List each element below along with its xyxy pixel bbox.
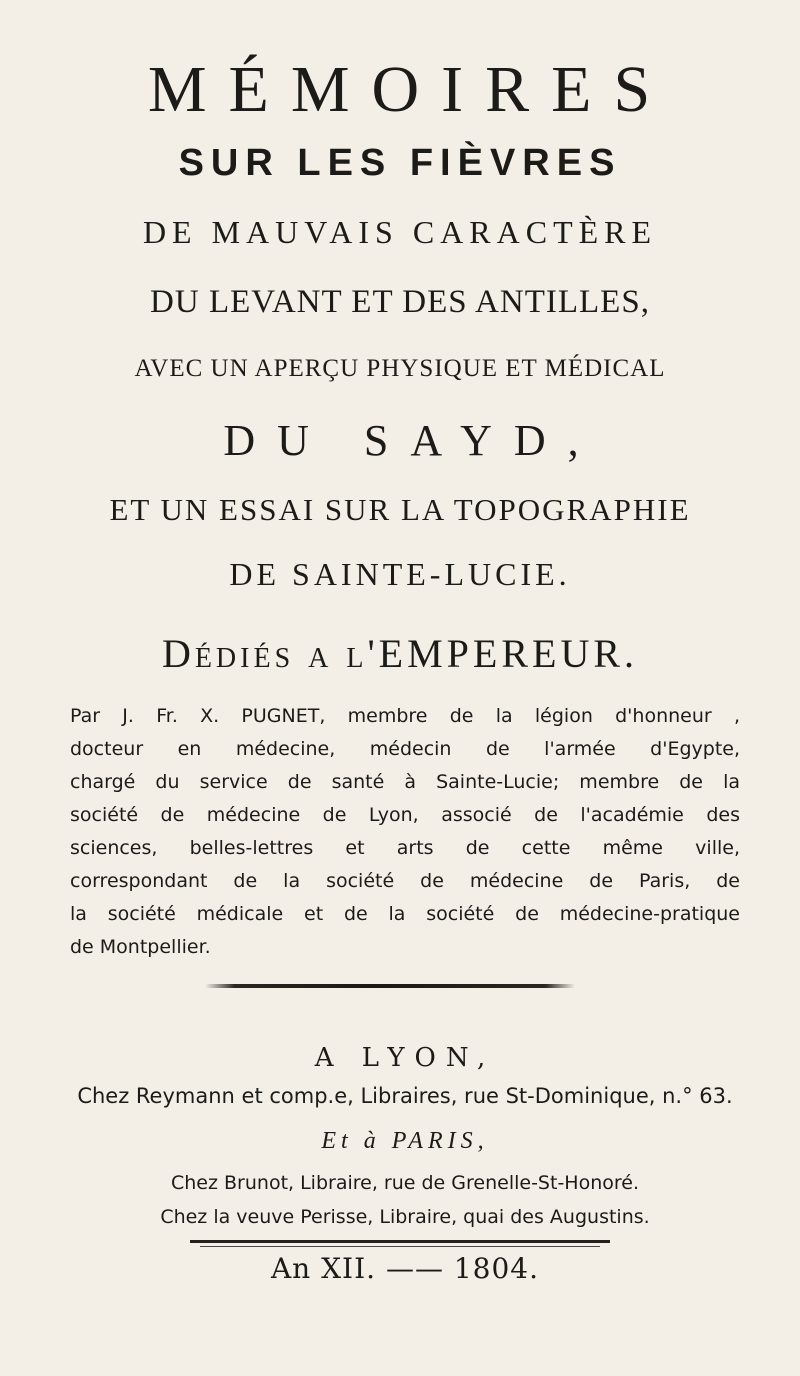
imprint-date: An XII. —— 1804. [270,1252,540,1285]
author-line: de Montpellier. [70,936,211,958]
author-line: docteur en médecine, médecin de l'armée d'Egypte, [70,738,740,760]
title-levant-antilles: DU LEVANT ET DES ANTILLES, [150,284,650,320]
title-sainte-lucie: DE SAINTE-LUCIE. [229,556,571,592]
author-paragraph [70,700,740,964]
author-line: Par J. Fr. X. PUGNET, membre de la légion d'honneur , [70,705,740,727]
divider-rule [205,984,575,988]
divider-rule-bottom [190,1240,610,1243]
author-line: société de médecine de Lyon, associé de l'académie des [70,804,740,826]
imprint-city-lyon: A LYON, [314,1043,496,1073]
author-line: sciences, belles-lettres et arts de cette même ville, [70,837,740,859]
author-line: la société médicale et de la société de médecine-pratique [70,903,740,925]
title-mauvais-caractere: DE MAUVAIS CARACTÈRE [142,214,658,250]
divider-rule-bottom-thin [200,1246,600,1247]
title-sur-les-fievres: SUR LES FIÈVRES [178,142,622,184]
title-memoires: MÉMOIRES [147,53,673,126]
title-apercu: AVEC UN APERÇU PHYSIQUE ET MÉDICAL [134,355,666,382]
imprint-publisher-reymann: Chez Reymann et comp.e, Libraires, rue St-Dominique, n.° 63. [77,1084,733,1108]
author-line: chargé du service de santé à Sainte-Lucie; membre de la [70,771,740,793]
imprint-publisher-brunot: Chez Brunot, Libraire, rue de Grenelle-St-Honoré. [171,1172,639,1194]
author-line: correspondant de la société de médecine de Paris, de [70,870,740,892]
title-sayd: DU SAYD, [223,416,601,465]
imprint-publisher-perisse: Chez la veuve Perisse, Libraire, quai des Augustins. [160,1206,650,1228]
dedication: Dédiés a l'EMPEREUR. [161,631,639,676]
title-essai-topographie: ET UN ESSAI SUR LA TOPOGRAPHIE [109,492,691,527]
imprint-city-paris: Et à PARIS, [321,1128,489,1154]
